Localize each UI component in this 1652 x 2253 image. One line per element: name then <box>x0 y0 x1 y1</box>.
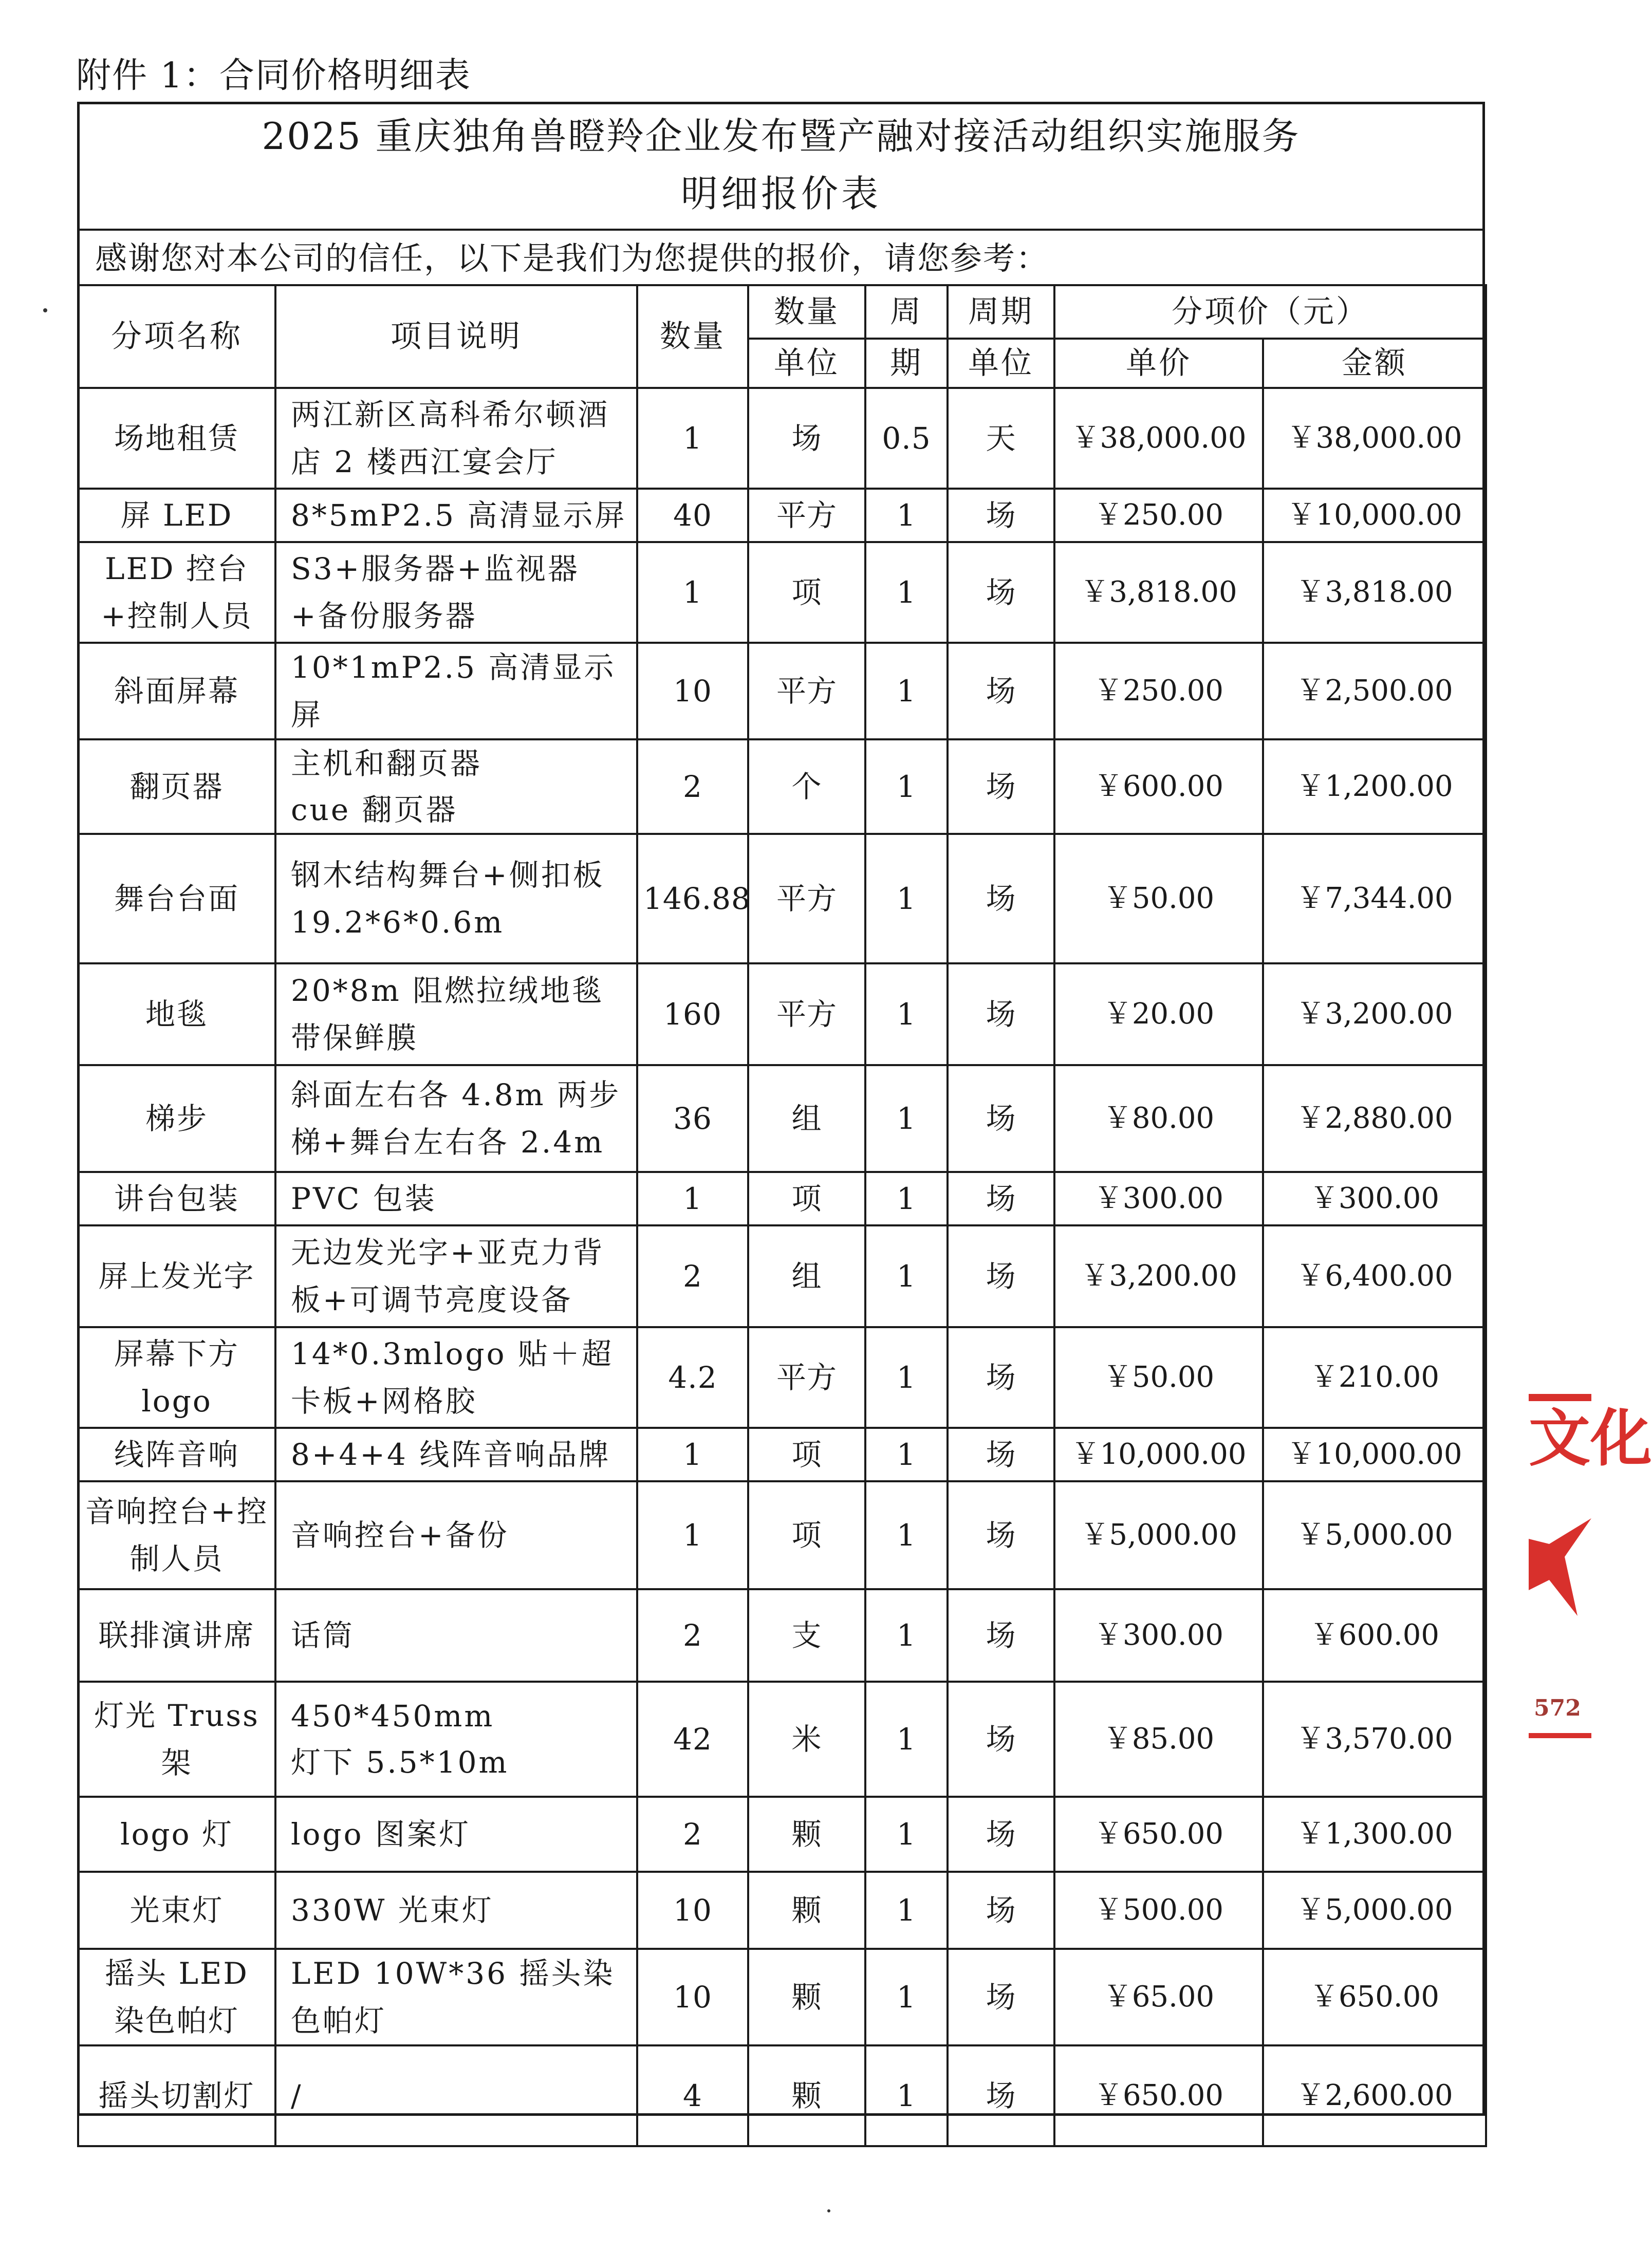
cell-unit: 组 <box>748 1065 865 1172</box>
cell-qty: 1 <box>637 1481 748 1589</box>
cell-unit-price: ￥65.00 <box>1054 1949 1263 2045</box>
header-qty-unit-top: 数量 <box>748 285 865 339</box>
cell-desc: 8*5mP2.5 高清显示屏 <box>275 489 637 542</box>
cell-unit-price: ￥250.00 <box>1054 643 1263 739</box>
cell-period: 1 <box>865 1481 948 1589</box>
cell-unit-price: ￥3,200.00 <box>1054 1225 1263 1327</box>
cell-unit: 平方 <box>748 963 865 1065</box>
cell-unit-price: ￥650.00 <box>1054 1797 1263 1872</box>
cell-period: 1 <box>865 489 948 542</box>
header-price-group: 分项价（元） <box>1054 285 1486 339</box>
cell-period: 1 <box>865 1682 948 1797</box>
table-row <box>78 1225 1486 1327</box>
cell-qty: 160 <box>637 963 748 1065</box>
cell-amount: ￥2,500.00 <box>1263 643 1486 739</box>
cell-period: 1 <box>865 1589 948 1682</box>
cell-name: 灯光 Truss 架 <box>78 1682 275 1797</box>
cell-unit: 个 <box>748 739 865 834</box>
cell-unit: 项 <box>748 542 865 643</box>
cell-unit: 支 <box>748 1589 865 1682</box>
seal-star-icon <box>1529 1508 1591 1616</box>
cell-qty: 1 <box>637 542 748 643</box>
cell-period-unit: 场 <box>948 739 1054 834</box>
scan-speck <box>43 308 47 312</box>
table-row <box>78 834 1486 963</box>
header-unit-price: 单价 <box>1054 339 1263 388</box>
cell-unit: 平方 <box>748 834 865 963</box>
cell-unit: 颗 <box>748 1872 865 1949</box>
cell-name: 场地租赁 <box>78 388 275 489</box>
cell-unit-price: ￥650.00 <box>1054 2045 1263 2146</box>
cell-qty: 42 <box>637 1682 748 1797</box>
cell-unit-price: ￥600.00 <box>1054 739 1263 834</box>
cell-period: 1 <box>865 1949 948 2045</box>
cell-desc: / <box>275 2045 637 2146</box>
cell-name: 翻页器 <box>78 739 275 834</box>
cell-qty: 10 <box>637 1872 748 1949</box>
cell-name: 屏 LED <box>78 489 275 542</box>
seal-underline <box>1529 1733 1591 1738</box>
table-row <box>78 1949 1486 2045</box>
cell-period-unit: 天 <box>948 388 1054 489</box>
cell-unit: 颗 <box>748 1949 865 2045</box>
cell-amount: ￥3,818.00 <box>1263 542 1486 643</box>
table-row <box>78 963 1486 1065</box>
cell-unit: 米 <box>748 1682 865 1797</box>
header-period-unit-bottom: 单位 <box>948 339 1054 388</box>
cell-desc-line: cue 翻页器 <box>291 792 458 827</box>
cell-unit: 平方 <box>748 489 865 542</box>
cell-period: 1 <box>865 1428 948 1481</box>
cell-desc: PVC 包装 <box>275 1172 637 1225</box>
cell-desc <box>275 1682 637 1797</box>
cell-desc: 330W 光束灯 <box>275 1872 637 1949</box>
seal-number: 572 <box>1534 1695 1581 1721</box>
cell-desc: 14*0.3mlogo 贴＋超卡板+网格胶 <box>275 1327 637 1428</box>
cell-unit-price: ￥3,818.00 <box>1054 542 1263 643</box>
seal-top-bar <box>1529 1394 1591 1401</box>
quote-table <box>77 284 1487 2147</box>
cell-unit-price: ￥80.00 <box>1054 1065 1263 1172</box>
cell-name: 斜面屏幕 <box>78 643 275 739</box>
table-header-row <box>78 285 1486 339</box>
cell-amount: ￥3,200.00 <box>1263 963 1486 1065</box>
cell-amount: ￥300.00 <box>1263 1172 1486 1225</box>
cell-amount: ￥210.00 <box>1263 1327 1486 1428</box>
table-row <box>78 1682 1486 1797</box>
cell-unit: 平方 <box>748 643 865 739</box>
cell-qty: 2 <box>637 1225 748 1327</box>
cell-qty: 1 <box>637 1428 748 1481</box>
table-row <box>78 739 1486 834</box>
cell-amount: ￥3,570.00 <box>1263 1682 1486 1797</box>
cell-period-unit: 场 <box>948 2045 1054 2146</box>
cell-period-unit: 场 <box>948 834 1054 963</box>
cell-period-unit: 场 <box>948 643 1054 739</box>
cell-period-unit: 场 <box>948 1682 1054 1797</box>
cell-period-unit: 场 <box>948 1949 1054 2045</box>
table-row <box>78 1589 1486 1682</box>
quotation-sheet <box>77 102 1485 2116</box>
cell-name: 屏幕下方 logo <box>78 1327 275 1428</box>
cell-desc: 斜面左右各 4.8m 两步梯+舞台左右各 2.4m <box>275 1065 637 1172</box>
table-row <box>78 643 1486 739</box>
cell-desc: LED 10W*36 摇头染色帕灯 <box>275 1949 637 2045</box>
cell-amount: ￥2,600.00 <box>1263 2045 1486 2146</box>
cell-unit: 平方 <box>748 1327 865 1428</box>
cell-period-unit: 场 <box>948 1589 1054 1682</box>
cell-period: 1 <box>865 1327 948 1428</box>
cell-name: 摇头切割灯 <box>78 2045 275 2146</box>
table-row <box>78 388 1486 489</box>
cell-amount: ￥5,000.00 <box>1263 1481 1486 1589</box>
scan-speck <box>827 2209 830 2212</box>
thanks-text: 感谢您对本公司的信任，以下是我们为您提供的报价，请您参考： <box>95 239 1049 277</box>
table-row <box>78 1065 1486 1172</box>
cell-period: 1 <box>865 1065 948 1172</box>
table-row <box>78 1797 1486 1872</box>
cell-desc: 10*1mP2.5 高清显示屏 <box>275 643 637 739</box>
cell-period-unit: 场 <box>948 489 1054 542</box>
cell-period: 1 <box>865 1225 948 1327</box>
cell-period-unit: 场 <box>948 1172 1054 1225</box>
cell-desc: 两江新区高科希尔顿酒店 2 楼西江宴会厅 <box>275 388 637 489</box>
cell-name: 讲台包装 <box>78 1172 275 1225</box>
table-row <box>78 1872 1486 1949</box>
cell-qty: 10 <box>637 1949 748 2045</box>
cell-period-unit: 场 <box>948 1225 1054 1327</box>
cell-qty: 4.2 <box>637 1327 748 1428</box>
cell-qty: 4 <box>637 2045 748 2146</box>
cell-period: 1 <box>865 1172 948 1225</box>
cell-desc-line: 450*450mm <box>291 1699 495 1734</box>
cell-desc: 话筒 <box>275 1589 637 1682</box>
cell-amount: ￥38,000.00 <box>1263 388 1486 489</box>
cell-amount: ￥7,344.00 <box>1263 834 1486 963</box>
cell-unit-price: ￥300.00 <box>1054 1172 1263 1225</box>
cell-desc: S3+服务器+监视器+备份服务器 <box>275 542 637 643</box>
header-qty-unit-bottom: 单位 <box>748 339 865 388</box>
cell-unit-price: ￥50.00 <box>1054 1327 1263 1428</box>
cell-amount: ￥6,400.00 <box>1263 1225 1486 1327</box>
cell-amount: ￥2,880.00 <box>1263 1065 1486 1172</box>
cell-unit-price: ￥50.00 <box>1054 834 1263 963</box>
table-row <box>78 1172 1486 1225</box>
cell-qty: 2 <box>637 739 748 834</box>
header-period-top: 周 <box>865 285 948 339</box>
cell-name: 线阵音响 <box>78 1428 275 1481</box>
cell-period: 1 <box>865 1797 948 1872</box>
cell-desc: 音响控台+备份 <box>275 1481 637 1589</box>
cell-period: 1 <box>865 834 948 963</box>
cell-unit: 项 <box>748 1428 865 1481</box>
cell-unit: 项 <box>748 1172 865 1225</box>
cell-period-unit: 场 <box>948 1428 1054 1481</box>
cell-period: 1 <box>865 963 948 1065</box>
cell-period-unit: 场 <box>948 1872 1054 1949</box>
cell-desc: 20*8m 阻燃拉绒地毯带保鲜膜 <box>275 963 637 1065</box>
cell-desc <box>275 739 637 834</box>
header-desc: 项目说明 <box>275 285 637 388</box>
cell-desc: logo 图案灯 <box>275 1797 637 1872</box>
cell-period: 0.5 <box>865 388 948 489</box>
cell-desc-line: 灯下 5.5*10m <box>291 1745 509 1780</box>
cell-period-unit: 场 <box>948 1065 1054 1172</box>
cell-period-unit: 场 <box>948 542 1054 643</box>
cell-qty: 2 <box>637 1589 748 1682</box>
cell-name: LED 控台+控制人员 <box>78 542 275 643</box>
table-row <box>78 489 1486 542</box>
header-name: 分项名称 <box>78 285 275 388</box>
document-subtitle: 明细报价表 <box>680 172 881 215</box>
cell-desc-line: 主机和翻页器 <box>291 746 482 781</box>
cell-amount: ￥1,300.00 <box>1263 1797 1486 1872</box>
cell-name: 屏上发光字 <box>78 1225 275 1327</box>
cell-desc: 无边发光字+亚克力背板+可调节亮度设备 <box>275 1225 637 1327</box>
seal-text: 文化 <box>1529 1402 1652 1475</box>
thanks-row <box>80 229 1482 284</box>
cell-period-unit: 场 <box>948 963 1054 1065</box>
cell-amount: ￥650.00 <box>1263 1949 1486 2045</box>
cell-name: 地毯 <box>78 963 275 1065</box>
cell-period: 1 <box>865 643 948 739</box>
cell-qty: 36 <box>637 1065 748 1172</box>
cell-unit: 颗 <box>748 1797 865 1872</box>
cell-unit-price: ￥10,000.00 <box>1054 1428 1263 1481</box>
cell-unit: 项 <box>748 1481 865 1589</box>
document-title: 2025 重庆独角兽瞪羚企业发布暨产融对接活动组织实施服务 <box>262 115 1301 158</box>
cell-unit-price: ￥500.00 <box>1054 1872 1263 1949</box>
cell-period-unit: 场 <box>948 1327 1054 1428</box>
cell-unit-price: ￥250.00 <box>1054 489 1263 542</box>
cell-qty: 10 <box>637 643 748 739</box>
cell-name: 音响控台+控制人员 <box>78 1481 275 1589</box>
red-seal-fragment <box>1529 1390 1652 1749</box>
cell-period: 1 <box>865 1872 948 1949</box>
table-row <box>78 542 1486 643</box>
cell-unit-price: ￥85.00 <box>1054 1682 1263 1797</box>
header-period-bottom: 期 <box>865 339 948 388</box>
cell-unit-price: ￥20.00 <box>1054 963 1263 1065</box>
title-block <box>80 104 1482 229</box>
table-row <box>78 2045 1486 2146</box>
attachment-label: 附件 1：合同价格明细表 <box>76 55 471 96</box>
cell-unit: 颗 <box>748 2045 865 2146</box>
cell-qty: 146.88 <box>637 834 748 963</box>
cell-period: 1 <box>865 2045 948 2146</box>
cell-amount: ￥5,000.00 <box>1263 1872 1486 1949</box>
table-row <box>78 1428 1486 1481</box>
cell-name: 梯步 <box>78 1065 275 1172</box>
cell-unit-price: ￥300.00 <box>1054 1589 1263 1682</box>
cell-name: 光束灯 <box>78 1872 275 1949</box>
cell-qty: 40 <box>637 489 748 542</box>
cell-period: 1 <box>865 739 948 834</box>
cell-qty: 1 <box>637 1172 748 1225</box>
header-period-unit-top: 周期 <box>948 285 1054 339</box>
cell-amount: ￥600.00 <box>1263 1589 1486 1682</box>
cell-name: 摇头 LED 染色帕灯 <box>78 1949 275 2045</box>
cell-qty: 1 <box>637 388 748 489</box>
cell-unit: 场 <box>748 388 865 489</box>
cell-amount: ￥10,000.00 <box>1263 489 1486 542</box>
cell-amount: ￥1,200.00 <box>1263 739 1486 834</box>
cell-qty: 2 <box>637 1797 748 1872</box>
cell-desc: 8+4+4 线阵音响品牌 <box>275 1428 637 1481</box>
header-amount: 金额 <box>1263 339 1486 388</box>
cell-unit-price: ￥38,000.00 <box>1054 388 1263 489</box>
table-row <box>78 1481 1486 1589</box>
cell-period: 1 <box>865 542 948 643</box>
cell-name: logo 灯 <box>78 1797 275 1872</box>
cell-period-unit: 场 <box>948 1797 1054 1872</box>
cell-unit-price: ￥5,000.00 <box>1054 1481 1263 1589</box>
cell-period-unit: 场 <box>948 1481 1054 1589</box>
cell-desc: 钢木结构舞台+侧扣板 19.2*6*0.6m <box>275 834 637 963</box>
cell-name: 联排演讲席 <box>78 1589 275 1682</box>
cell-name: 舞台台面 <box>78 834 275 963</box>
cell-unit: 组 <box>748 1225 865 1327</box>
header-qty: 数量 <box>637 285 748 388</box>
cell-amount: ￥10,000.00 <box>1263 1428 1486 1481</box>
table-row <box>78 1327 1486 1428</box>
